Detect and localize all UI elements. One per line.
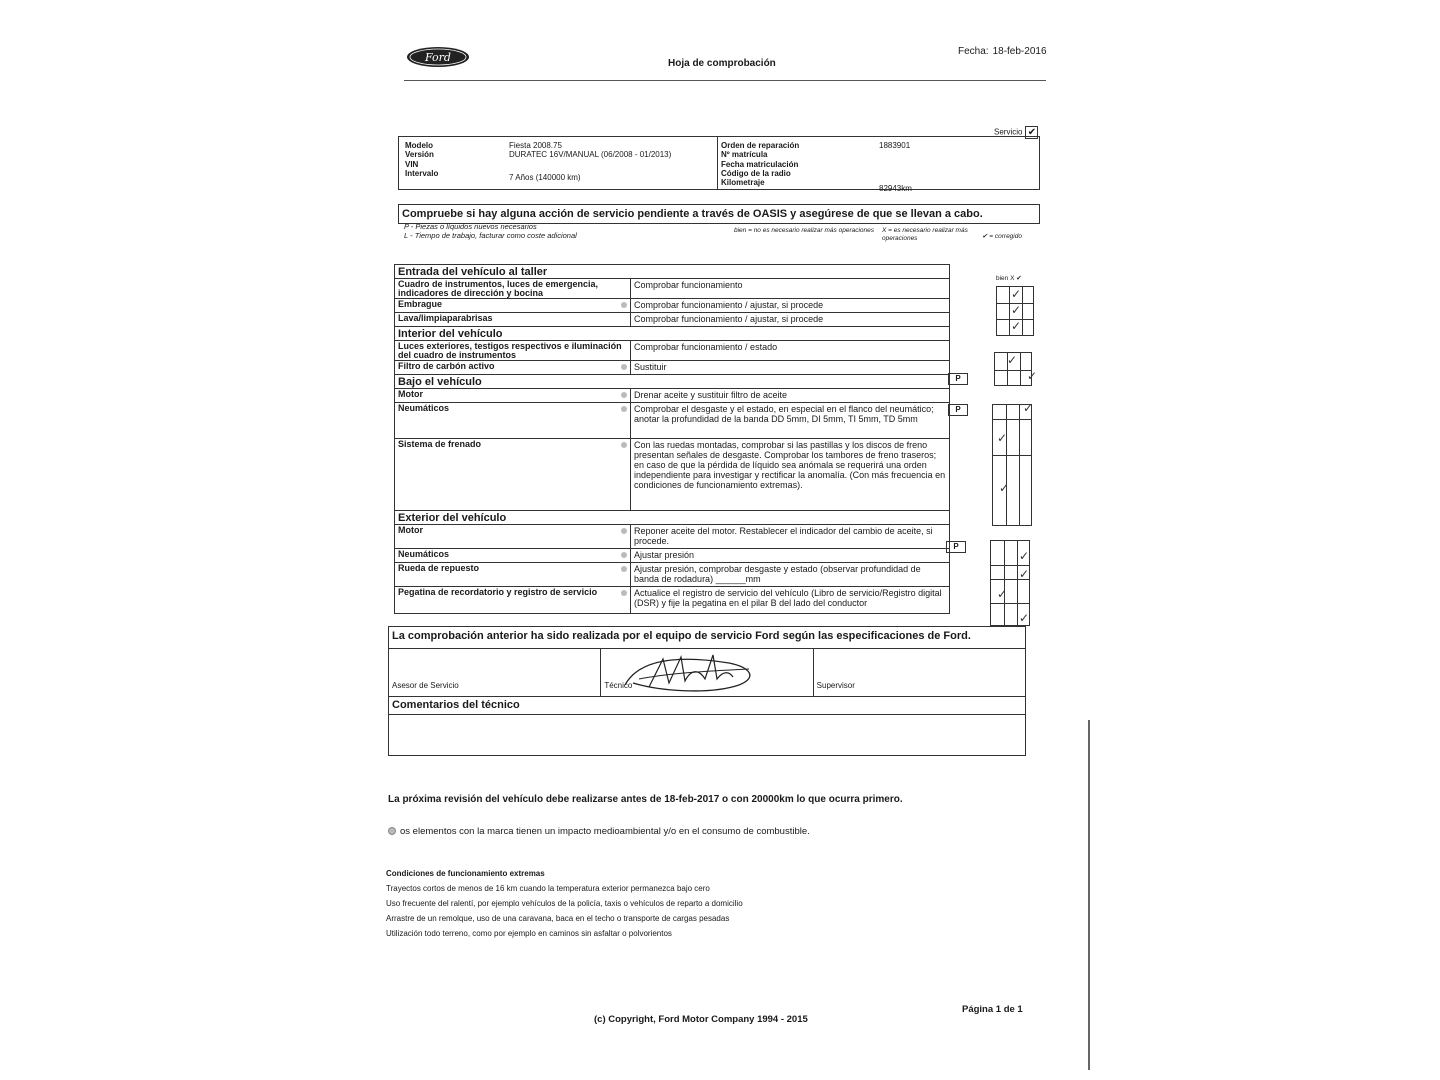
item-label: [395, 299, 631, 312]
document-title: Hoja de comprobación: [668, 58, 776, 69]
ford-logo: [406, 46, 470, 68]
next-service-note: La próxima revisión del vehículo debe realizarse antes de 18-feb-2017 o con 20000km lo que ocurra primero.: [388, 794, 903, 805]
table-row: [395, 361, 949, 375]
item-label: [395, 361, 631, 374]
item-action: Con las ruedas montadas, comprobar si las pastillas y los discos de freno presentan señales de desgaste. Comprobar los tambores de freno traseros; en caso de que la pérdida de líquido sea anómala se requerirá una orden independiente para investigar y rectificar la anomalía. (Con más frecuencia en condiciones de funcionamiento extremas).: [634, 440, 946, 490]
grid-line: [1004, 541, 1005, 625]
value-modelo: Fiesta 2008.75: [509, 141, 562, 150]
value-kilometraje: 82943km: [879, 184, 912, 194]
asesor-label: Asesor de Servicio: [392, 681, 459, 690]
table-row: [395, 313, 949, 327]
label-fecha-matriculacion: Fecha matriculación: [721, 159, 799, 169]
table-row: [395, 549, 949, 563]
item-label: [395, 549, 631, 562]
grid-line: [995, 370, 1031, 371]
value-intervalo: 7 Años (140000 km): [509, 172, 581, 182]
header-rule: [404, 80, 1046, 81]
check-mark: ✓: [999, 481, 1010, 495]
date-value: 18-feb-2016: [992, 46, 1047, 57]
tecnico-cell[interactable]: [601, 649, 813, 696]
value-matricula: [879, 150, 912, 159]
item-action: Reponer aceite del motor. Restablecer el indicador del cambio de aceite, si procede.: [634, 526, 933, 546]
check-mark: ✓: [1019, 611, 1030, 625]
svg-text:Ford: Ford: [425, 51, 451, 64]
item-label: Luces exteriores, testigos respectivos e iluminación del cuadro de instrumentos: [395, 341, 631, 360]
section-title: Entrada del vehículo al taller: [395, 265, 949, 279]
checklist-table: [394, 264, 950, 614]
item-action: Comprobar el desgaste y el estado, en especial en el flanco del neumático; anotar la profundidad de la banda DD 5mm, DI 5mm, TI 5mm, TD 5mm: [634, 404, 934, 424]
comments-title: Comentarios del técnico: [389, 697, 1025, 715]
completion-box: [388, 626, 1026, 756]
item-label-text: Rueda de repuesto: [398, 563, 480, 573]
legend-p: P - Piezas o líquidos nuevos necesarios: [404, 222, 537, 231]
item-action: Ajustar presión: [634, 550, 695, 560]
value-fecha-matriculacion: [879, 160, 912, 169]
item-label: [395, 587, 631, 613]
value-version: DURATEC 16V/MANUAL (06/2008 - 01/2013): [509, 150, 672, 160]
asesor-cell[interactable]: [389, 649, 601, 696]
table-row: [395, 389, 949, 403]
check-mark: ✓: [1011, 287, 1022, 301]
eco-marker-icon: [621, 392, 627, 398]
eco-marker-icon: [621, 302, 627, 308]
eco-marker-icon: [621, 590, 627, 596]
eco-marker-icon: [621, 528, 627, 534]
value-orden: 1883901: [879, 141, 911, 150]
checklist-sheet: [380, 38, 1070, 1038]
legend-corregido: ✔ = corregido: [982, 233, 1022, 240]
item-action: Drenar aceite y sustituir filtro de aceite: [634, 390, 788, 400]
item-action: Comprobar funcionamiento / ajustar, si procede: [634, 300, 824, 310]
check-mark: ✓: [1019, 549, 1030, 563]
item-action: Ajustar presión, comprobar desgaste y estado (observar profundidad de banda de rodadura) ______mm: [634, 564, 921, 584]
grid-line: [1019, 405, 1020, 525]
eco-note-text: os elementos con la marca tienen un impacto medioambiental y/o en el consumo de combustible.: [400, 826, 810, 837]
grid-line: [1020, 353, 1021, 385]
vehicle-right-values: [879, 141, 912, 193]
table-row: [395, 587, 949, 613]
eco-marker-icon: [621, 442, 627, 448]
date-label: Fecha:: [958, 46, 989, 57]
p-box[interactable]: P: [948, 373, 968, 385]
table-row: [395, 279, 949, 299]
vehicle-right-labels: [721, 141, 799, 187]
p-box[interactable]: P: [948, 404, 968, 416]
item-label: [395, 563, 631, 586]
condition-item: Arrastre de un remolque, uso de una caravana, baca en el techo o transporte de cargas pesadas: [386, 914, 730, 923]
vehicle-left-values: [509, 141, 671, 182]
label-matricula: Nº matrícula: [721, 150, 768, 160]
label-intervalo: Intervalo: [405, 168, 439, 178]
item-action: Comprobar funcionamiento / ajustar, si procede: [634, 314, 824, 324]
item-action: Comprobar funcionamiento: [634, 280, 743, 290]
vehicle-info: [398, 136, 1040, 194]
check-mark: ✓: [1023, 401, 1034, 415]
table-row: [395, 563, 949, 587]
item-label-text: Pegatina de recordatorio y registro de servicio: [398, 587, 598, 597]
condition-item: Utilización todo terreno, como por ejemplo en caminos sin asfaltar o polvorientos: [386, 929, 672, 938]
grid-line: [991, 603, 1029, 604]
check-mark: ✓: [997, 587, 1008, 601]
oasis-notice: Compruebe si hay alguna acción de servicio pendiente a través de OASIS y asegúrese de que se llevan a cabo.: [398, 204, 1040, 224]
item-label: [395, 525, 631, 548]
check-mark: ✓: [1027, 369, 1038, 383]
item-label-text: Filtro de carbón activo: [398, 361, 495, 371]
status-column-header: bien X ✔: [996, 275, 1022, 282]
status-grid[interactable]: [992, 401, 1034, 526]
comments-field[interactable]: [389, 715, 1025, 755]
label-version: Versión: [405, 150, 434, 160]
section-title: Interior del vehículo: [395, 327, 949, 341]
item-label-text: Neumáticos: [398, 549, 450, 559]
section-title: Exterior del vehículo: [395, 511, 949, 525]
section-title: Bajo el vehículo: [395, 375, 949, 389]
condition-item: Trayectos cortos de menos de 16 km cuando la temperatura exterior permanezca bajo cero: [386, 884, 710, 893]
item-label-text: Motor: [398, 389, 423, 399]
vehicle-info-divider: [717, 137, 718, 189]
eco-marker-icon: [621, 566, 627, 572]
status-grid[interactable]: [994, 352, 1038, 386]
status-grid[interactable]: [990, 540, 1030, 626]
table-row: [395, 439, 949, 511]
table-row: [395, 341, 949, 361]
grid-line: [993, 419, 1031, 420]
table-row: [395, 525, 949, 549]
item-label: [395, 403, 631, 438]
value-vin: [509, 160, 671, 169]
label-vin: VIN: [405, 159, 419, 169]
signature-row: [389, 649, 1025, 697]
grid-line: [991, 565, 1029, 566]
date-field: [958, 46, 1047, 57]
item-label: Lava/limpiaparabrisas: [395, 313, 631, 326]
p-box[interactable]: P: [946, 541, 966, 553]
legend-codes: [404, 222, 577, 240]
table-row: [395, 403, 949, 439]
signature-image: [619, 649, 759, 697]
grid-line: [1017, 541, 1018, 625]
status-grid[interactable]: [996, 286, 1034, 336]
label-modelo: Modelo: [405, 141, 433, 150]
check-mark: ✓: [1011, 319, 1022, 333]
copyright: (c) Copyright, Ford Motor Company 1994 - 2015: [594, 1014, 808, 1025]
value-codigo-radio: [879, 169, 912, 178]
servicio-checkbox[interactable]: ✔: [1025, 126, 1038, 139]
eco-note: [388, 826, 810, 837]
check-mark: ✓: [997, 431, 1008, 445]
legend-bien: bien = no es necesario realizar más operaciones: [734, 227, 875, 234]
item-label: [395, 439, 631, 510]
item-label-text: Neumáticos: [398, 403, 450, 413]
completion-title: La comprobación anterior ha sido realizada por el equipo de servicio Ford según las especificaciones de Ford.: [389, 627, 1025, 649]
vehicle-left-labels: [405, 141, 438, 178]
legend-l: L - Tiempo de trabajo, facturar como coste adicional: [404, 231, 577, 240]
eco-marker-icon: [621, 364, 627, 370]
supervisor-label: Supervisor: [816, 681, 855, 690]
check-mark: ✓: [1019, 567, 1030, 581]
item-label-text: Motor: [398, 525, 423, 535]
label-kilometraje: Kilometraje: [721, 178, 765, 188]
check-mark: ✓: [1011, 303, 1022, 317]
grid-line: [993, 455, 1031, 456]
label-codigo-radio: Código de la radio: [721, 168, 791, 178]
page-number: Página 1 de 1: [962, 1004, 1023, 1015]
check-mark: ✓: [1007, 353, 1018, 367]
item-label: [395, 389, 631, 402]
table-row: [395, 299, 949, 313]
scan-edge-line: [1088, 720, 1090, 1070]
grid-line: [1006, 405, 1007, 525]
item-action: Sustituir: [634, 362, 667, 372]
item-action: Actualice el registro de servicio del vehículo (Libro de servicio/Registro digital (DSR) y fije la pegatina en el pilar B del lado del conductor: [634, 588, 942, 608]
conditions-title: Condiciones de funcionamiento extremas: [386, 869, 545, 878]
eco-marker-icon: [621, 552, 627, 558]
servicio-label: Servicio: [994, 127, 1023, 137]
supervisor-cell[interactable]: [814, 649, 1025, 696]
legend-status: [734, 227, 1022, 243]
label-orden: Orden de reparación: [721, 141, 800, 150]
grid-line: [1009, 287, 1010, 335]
tecnico-label: Técnico: [604, 681, 633, 690]
grid-line: [1022, 287, 1023, 335]
item-label: Cuadro de instrumentos, luces de emergencia, indicadores de dirección y bocina: [395, 279, 631, 298]
extreme-conditions: [386, 866, 743, 941]
eco-marker-icon: [388, 827, 396, 835]
item-label-text: Embrague: [398, 299, 443, 309]
eco-marker-icon: [621, 406, 627, 412]
item-action: Comprobar funcionamiento / estado: [634, 342, 778, 352]
item-label-text: Sistema de frenado: [398, 439, 482, 449]
condition-item: Uso frecuente del ralentí, por ejemplo vehículos de la policía, taxis o vehículos de reparto a domicilio: [386, 899, 743, 908]
legend-x: X = es necesario realizar más operaciones: [882, 227, 968, 242]
